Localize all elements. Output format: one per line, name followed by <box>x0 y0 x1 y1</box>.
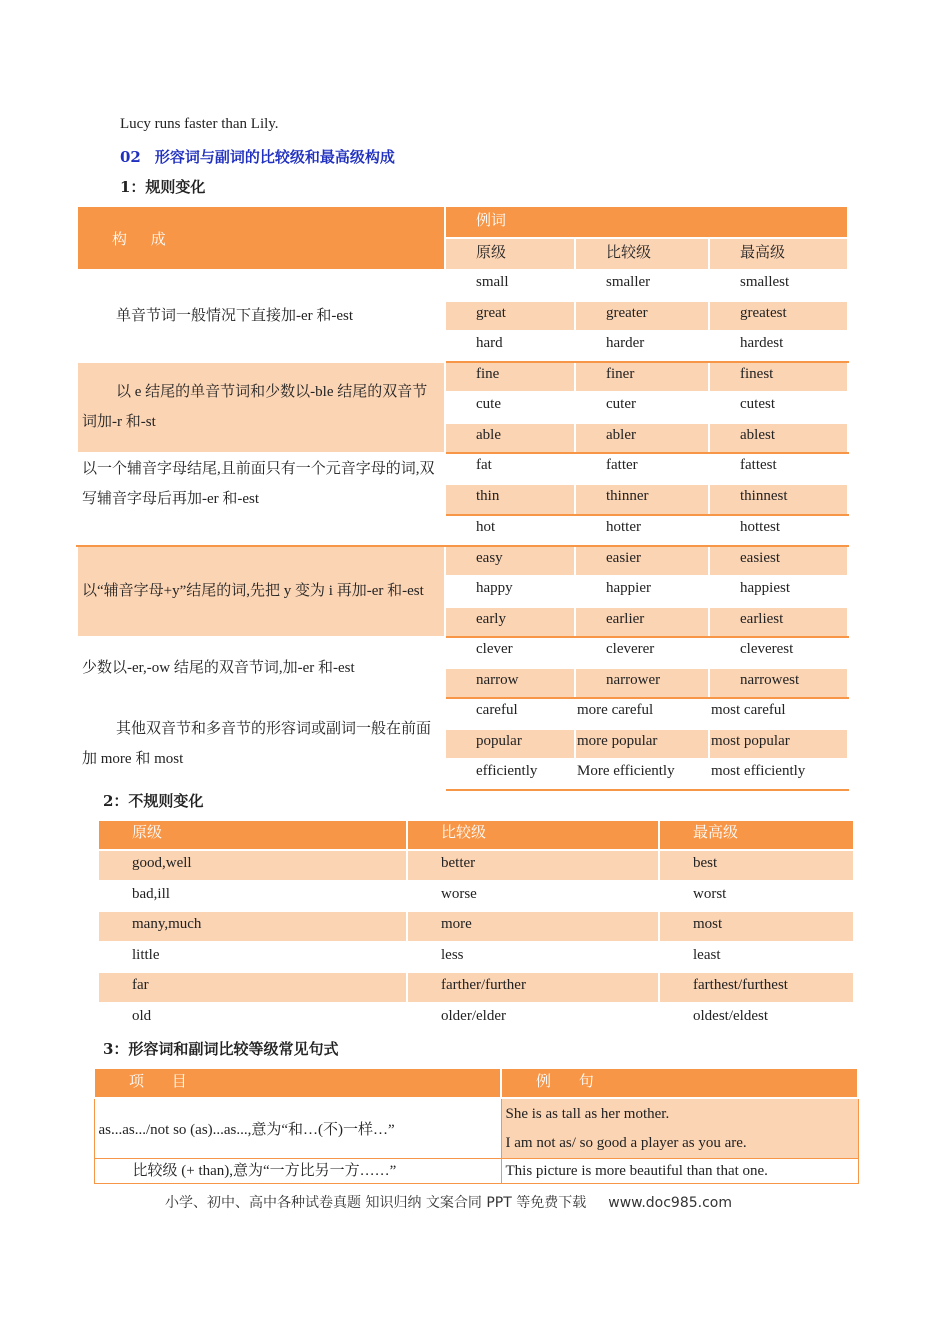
word-base: many,much <box>98 911 407 942</box>
header-item: 项 目 <box>94 1068 501 1098</box>
footer-banner <box>165 1192 732 1212</box>
footer-text: 小学、初中、高中各种试卷真题 知识归纳 文案合同 PPT 等免费下载 <box>165 1195 587 1211</box>
word-base: good,well <box>98 850 407 881</box>
rule-description: 少数以-er,-ow 结尾的双音节词,加-er 和-est <box>77 637 445 698</box>
word-base: early <box>445 607 575 638</box>
heading-regular: 1：规则变化 <box>120 178 206 196</box>
word-comparative: older/elder <box>407 1003 659 1034</box>
word-base: little <box>98 942 407 973</box>
rule-description: 以“辅音字母+y”结尾的词,先把 y 变为 i 再加-er 和-est <box>77 546 445 638</box>
rule-description: 以 e 结尾的单音节词和少数以-ble 结尾的双音节词加-r 和-st <box>77 362 445 454</box>
word-superlative: most popular <box>709 729 848 760</box>
pattern-item: 比较级 (+ than),意为“一方比另一方……” <box>94 1159 501 1184</box>
word-superlative: cleverest <box>709 637 848 668</box>
word-comparative: happier <box>575 576 709 607</box>
heading-sentence-patterns: 3：形容词和副词比较等级常见句式 <box>103 1040 339 1058</box>
regular-change-table <box>76 205 849 791</box>
word-base: narrow <box>445 668 575 699</box>
word-superlative: hardest <box>709 331 848 362</box>
word-base: old <box>98 1003 407 1034</box>
pattern-example: She is as tall as her mother. I am not as/ so good a player as you are. <box>501 1098 858 1159</box>
word-comparative: cuter <box>575 392 709 423</box>
word-comparative: fatter <box>575 453 709 484</box>
col-base: 原级 <box>445 238 575 270</box>
word-superlative: ablest <box>709 423 848 454</box>
word-base: fine <box>445 362 575 393</box>
header-base: 原级 <box>98 820 407 850</box>
pattern-item: as...as.../not so (as)...as...,意为“和…(不)一样…” <box>94 1098 501 1159</box>
word-comparative: earlier <box>575 607 709 638</box>
word-base: efficiently <box>445 759 575 790</box>
word-superlative: smallest <box>709 270 848 301</box>
word-base: cute <box>445 392 575 423</box>
word-comparative: better <box>407 850 659 881</box>
word-base: hot <box>445 515 575 546</box>
word-base: popular <box>445 729 575 760</box>
section-number: 02 <box>120 148 141 166</box>
heading-irregular: 2：不规则变化 <box>103 792 204 810</box>
word-superlative: hottest <box>709 515 848 546</box>
word-superlative: most <box>659 911 854 942</box>
word-comparative: more careful <box>575 698 709 729</box>
word-comparative: more <box>407 911 659 942</box>
word-superlative: finest <box>709 362 848 393</box>
header-examples: 例词 <box>445 206 848 238</box>
rule-description <box>77 515 445 546</box>
word-superlative: most careful <box>709 698 848 729</box>
word-comparative: narrower <box>575 668 709 699</box>
word-base: able <box>445 423 575 454</box>
word-superlative: least <box>659 942 854 973</box>
word-superlative: oldest/eldest <box>659 1003 854 1034</box>
sentence-pattern-table <box>93 1067 859 1184</box>
word-comparative: less <box>407 942 659 973</box>
word-comparative: farther/further <box>407 972 659 1003</box>
section-heading <box>120 146 395 167</box>
pattern-example: This picture is more beautiful than that one. <box>501 1159 858 1184</box>
word-base: great <box>445 301 575 332</box>
word-base: fat <box>445 453 575 484</box>
header-example: 例 句 <box>501 1068 858 1098</box>
word-comparative: thinner <box>575 484 709 515</box>
intro-sentence: Lucy runs faster than Lily. <box>120 116 279 132</box>
word-base: hard <box>445 331 575 362</box>
word-superlative: most efficiently <box>709 759 848 790</box>
word-superlative: worst <box>659 881 854 912</box>
word-comparative: harder <box>575 331 709 362</box>
word-superlative: happiest <box>709 576 848 607</box>
section-title: 形容词与副词的比较级和最高级构成 <box>154 148 395 166</box>
word-base: thin <box>445 484 575 515</box>
word-superlative: greatest <box>709 301 848 332</box>
rule-description: 以一个辅音字母结尾,且前面只有一个元音字母的词,双写辅音字母后再加-er 和-est <box>77 453 445 515</box>
col-superlative: 最高级 <box>709 238 848 270</box>
word-base: bad,ill <box>98 881 407 912</box>
word-comparative: easier <box>575 546 709 577</box>
word-superlative: fattest <box>709 453 848 484</box>
footer-url: www.doc985.com <box>608 1195 732 1211</box>
word-base: far <box>98 972 407 1003</box>
irregular-change-table <box>97 819 855 1034</box>
header-composition: 构 成 <box>77 206 445 270</box>
word-comparative: cleverer <box>575 637 709 668</box>
word-base: small <box>445 270 575 301</box>
word-comparative: greater <box>575 301 709 332</box>
word-superlative: easiest <box>709 546 848 577</box>
word-superlative: earliest <box>709 607 848 638</box>
word-superlative: cutest <box>709 392 848 423</box>
word-superlative: farthest/furthest <box>659 972 854 1003</box>
word-comparative: More efficiently <box>575 759 709 790</box>
word-comparative: smaller <box>575 270 709 301</box>
word-comparative: more popular <box>575 729 709 760</box>
word-comparative: finer <box>575 362 709 393</box>
header-superlative: 最高级 <box>659 820 854 850</box>
word-base: easy <box>445 546 575 577</box>
word-base: clever <box>445 637 575 668</box>
word-base: happy <box>445 576 575 607</box>
col-comparative: 比较级 <box>575 238 709 270</box>
word-superlative: thinnest <box>709 484 848 515</box>
word-superlative: narrowest <box>709 668 848 699</box>
word-comparative: abler <box>575 423 709 454</box>
word-superlative: best <box>659 850 854 881</box>
word-comparative: hotter <box>575 515 709 546</box>
rule-description: 其他双音节和多音节的形容词或副词一般在前面加 more 和 most <box>77 698 445 790</box>
word-base: careful <box>445 698 575 729</box>
word-comparative: worse <box>407 881 659 912</box>
header-comparative: 比较级 <box>407 820 659 850</box>
rule-description: 单音节词一般情况下直接加-er 和-est <box>77 270 445 362</box>
